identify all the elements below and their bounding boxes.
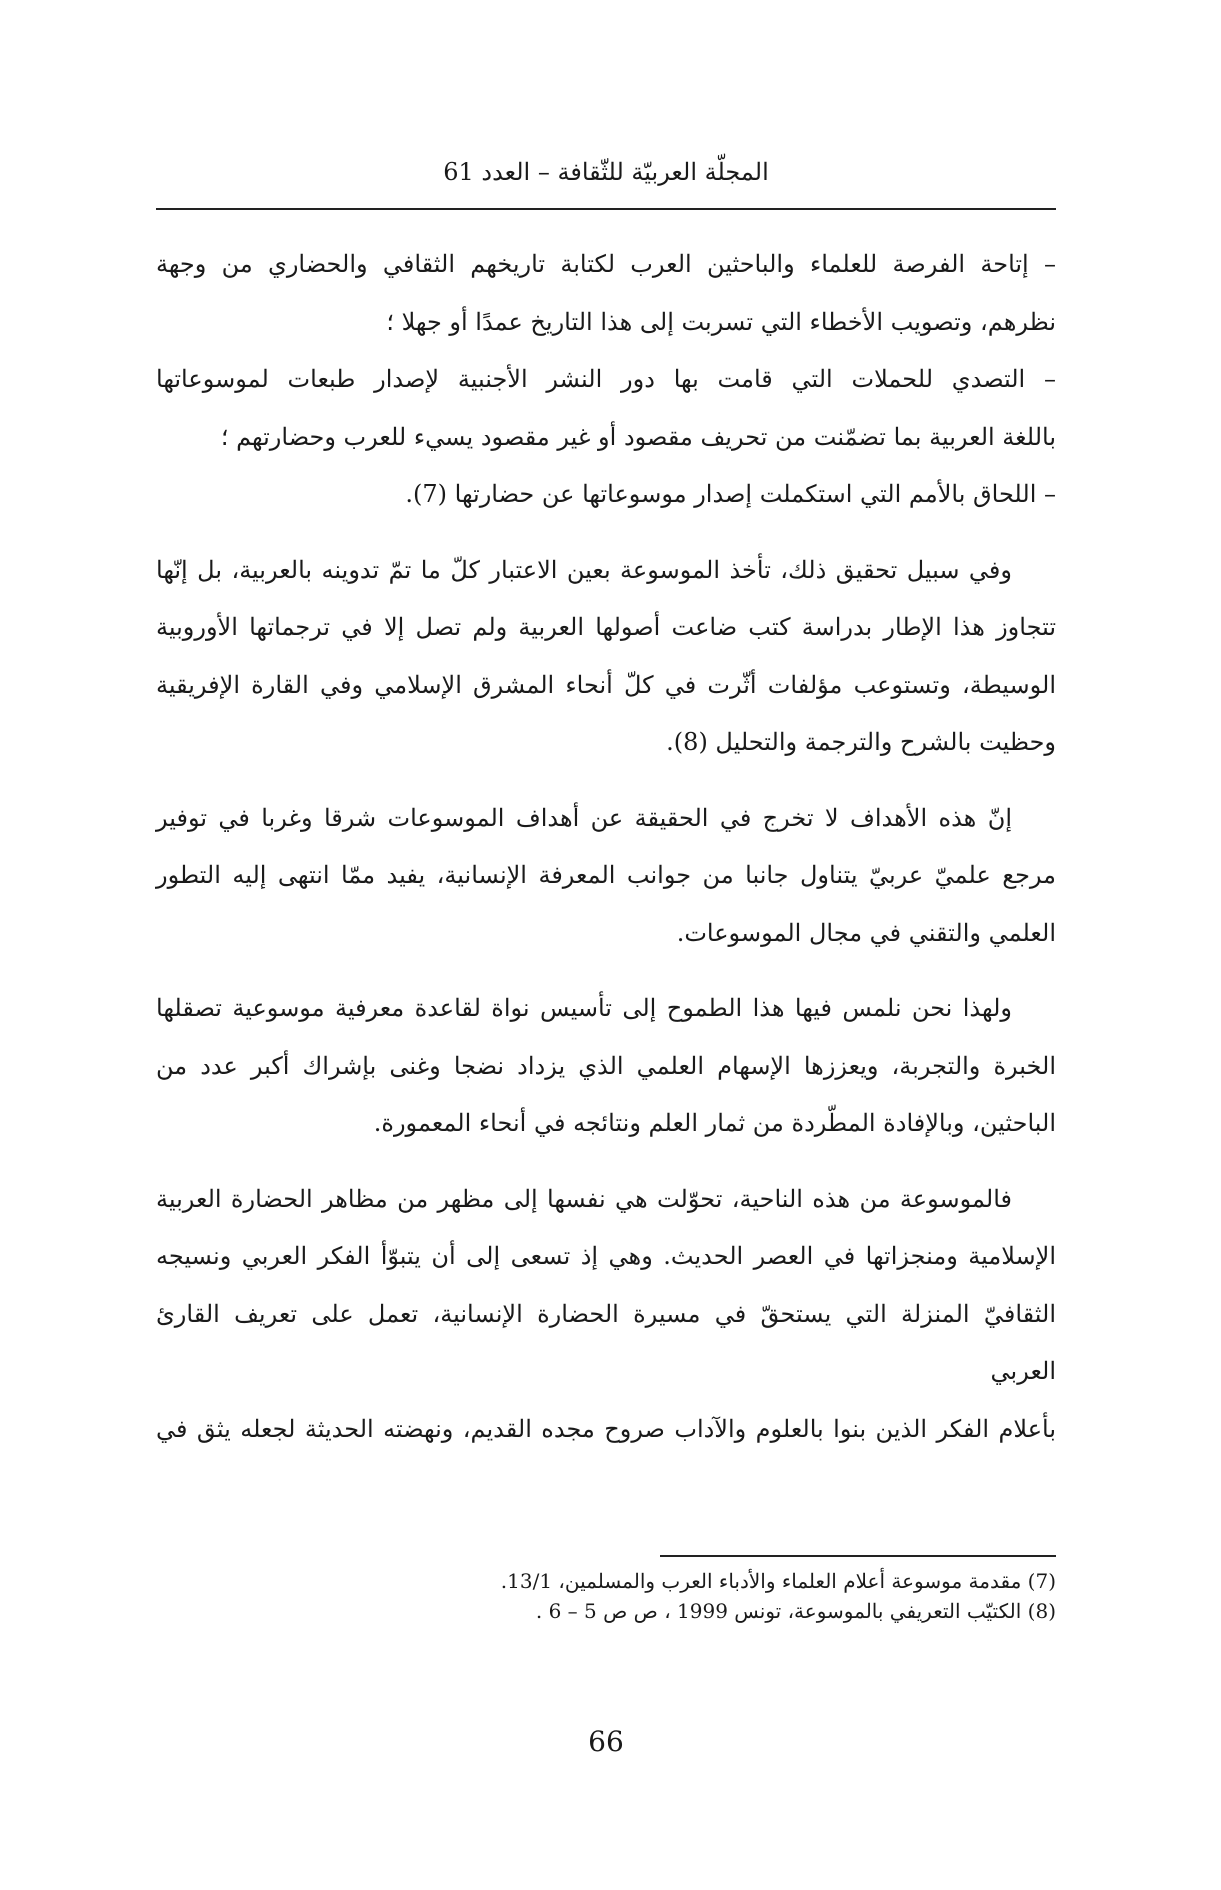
paragraph-bullet-2 [156,351,1056,466]
paragraph [156,980,1056,1153]
text-line: – إتاحة الفرصة للعلماء والباحثين العرب لكتابة تاريخهم الثقافي والحضاري من وجهة [156,250,1057,278]
text-line: إنّ هذه الأهداف لا تخرج في الحقيقة عن أهداف الموسوعات شرقا وغربا في توفير [156,803,1012,832]
footnotes [156,1566,1056,1626]
text-line: العلمي والتقني في مجال الموسوعات. [676,918,1056,947]
text-line: الخبرة والتجربة، ويعززها الإسهام العلمي الذي يزداد نضجا وغنى بإشراك أكبر عدد من [156,1051,1056,1080]
text-line: تتجاوز هذا الإطار بدراسة كتب ضاعت أصولها العربية ولم تصل إلا في ترجماتها الأوروبية [156,613,1056,641]
paragraph [156,542,1056,772]
text-line: فالموسوعة من هذه الناحية، تحوّلت هي نفسها إلى مظهر من مظاهر الحضارة العربية [156,1184,1012,1213]
text-line: الباحثين، وبالإفادة المطّردة من ثمار العلم ونتائجه في أنحاء المعمورة. [373,1109,1056,1137]
paragraph [156,790,1056,963]
footnote-7: (7) مقدمة موسوعة أعلام العلماء والأدباء العرب والمسلمين، 13/1. [500,1569,1056,1593]
paragraph-bullet-3 [156,466,1056,524]
text-line: نظرهم، وتصويب الأخطاء التي تسربت إلى هذا التاريخ عمدًا أو جهلا ؛ [386,307,1056,336]
text-line: بأعلام الفكر الذين بنوا بالعلوم والآداب صروح مجده القديم، ونهضته الحديثة لجعله يثق في [156,1414,1056,1443]
running-header: المجلّة العربيّة للثّقافة – العدد 61 [443,158,769,186]
text-line: وحظيت بالشرح والترجمة والتحليل (8). [666,728,1056,756]
page-number: 66 [588,1725,624,1758]
paragraph-bullet-1 [156,236,1056,351]
footnote-rule [660,1555,1056,1557]
body-text [156,236,1056,1458]
header-rule [156,208,1056,210]
text-line: باللغة العربية بما تضمّنت من تحريف مقصود أو غير مقصود يسيء للعرب وحضارتهم ؛ [220,422,1056,451]
text-line: الإسلامية ومنجزاتها في العصر الحديث. وهي إذ تسعى إلى أن يتبوّأ الفكر العربي ونسيجه [156,1242,1056,1270]
text-line: – اللحاق بالأمم التي استكملت إصدار موسوعاتها عن حضارتها (7). [405,480,1056,508]
text-line: مرجع علميّ عربيّ يتناول جانبا من جوانب المعرفة الإنسانية، يفيد ممّا انتهى إليه التطور [156,861,1056,889]
text-line: ولهذا نحن نلمس فيها هذا الطموح إلى تأسيس نواة لقاعدة معرفية موسوعية تصقلها [156,994,1012,1022]
text-line: الثقافيّ المنزلة التي يستحقّ في مسيرة الحضارة الإنسانية، تعمل على تعريف القارئ العربي [156,1299,1056,1385]
footnote-8: (8) الكتيّب التعريفي بالموسوعة، تونس 1999 ، ص ص 5 – 6 . [535,1599,1056,1623]
paragraph [156,1171,1056,1459]
text-line: وفي سبيل تحقيق ذلك، تأخذ الموسوعة بعين الاعتبار كلّ ما تمّ تدوينه بالعربية، بل إنّها [156,555,1012,584]
text-line: الوسيطة، وتستوعب مؤلفات أثّرت في كلّ أنحاء المشرق الإسلامي وفي القارة الإفريقية [156,670,1056,699]
text-line: – التصدي للحملات التي قامت بها دور النشر الأجنبية لإصدار طبعات لموسوعاتها [156,365,1056,393]
